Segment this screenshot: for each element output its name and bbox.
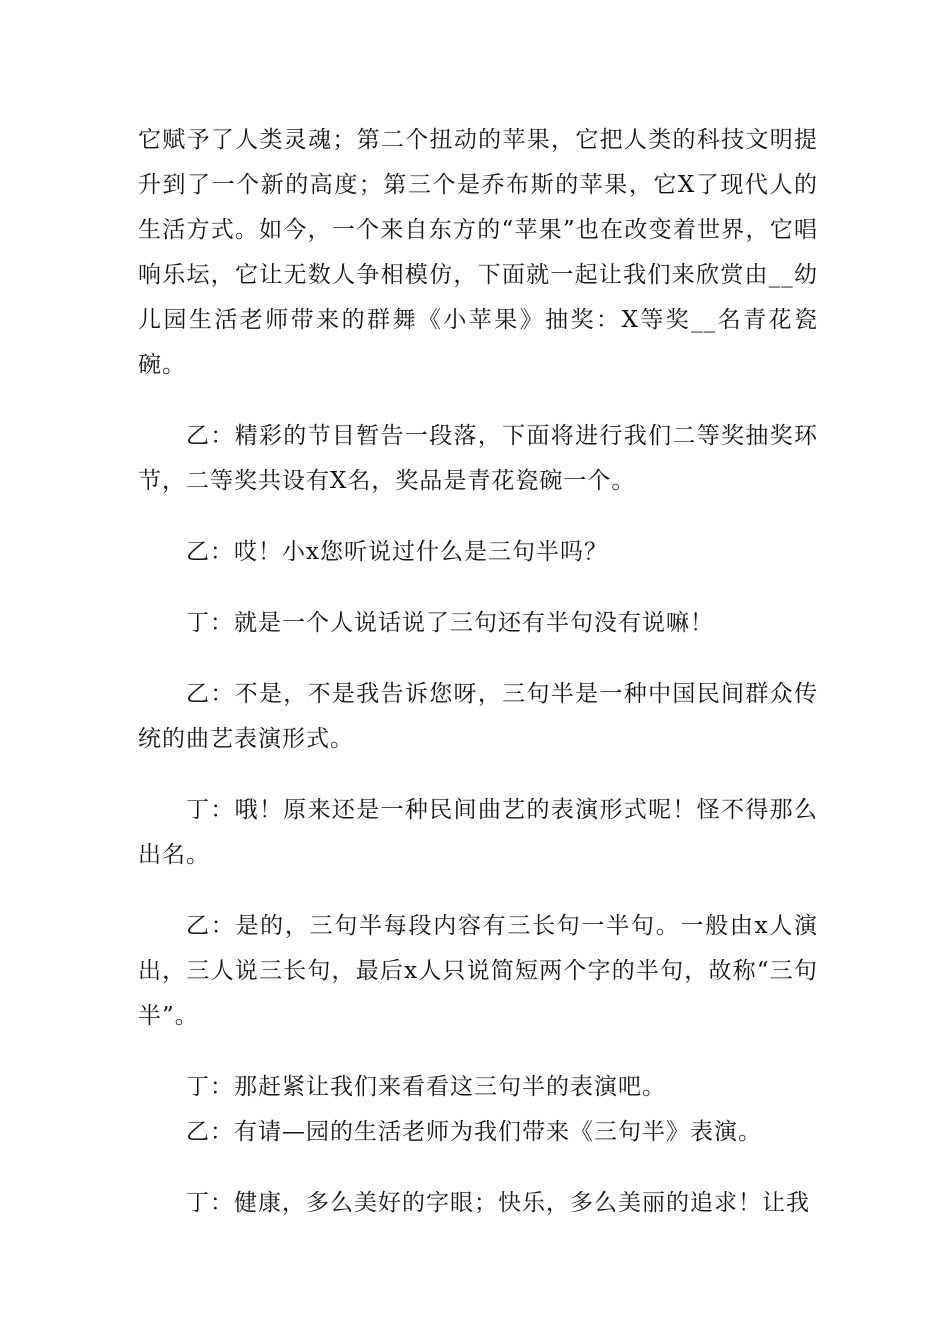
paragraph-yi-explain-2: 乙：是的，三句半每段内容有三长句一半句。一般由x人演出，三人说三长句，最后x人只说简短两个字的半句，故称“三句半”。: [138, 913, 818, 1029]
document-body: [138, 118, 818, 1226]
paragraph-sanjuban-question: 乙：哎！小x您听说过什么是三句半吗？: [186, 539, 608, 565]
paragraph-ding-reply-1: 丁：就是一个人说话说了三句还有半句没有说嘛！: [186, 610, 714, 636]
paragraph-ding-reply-2: 丁：哦！原来还是一种民间曲艺的表演形式呢！怪不得那么出名。: [138, 797, 818, 868]
paragraph-yi-explain-1: 乙：不是，不是我告诉您呀，三句半是一种中国民间群众传统的曲艺表演形式。: [138, 681, 818, 752]
paragraph-ding-reply-3: 丁：那赶紧让我们来看看这三句半的表演吧。: [186, 1074, 666, 1100]
paragraph-yi-invite: 乙：有请—园的生活老师为我们带来《三句半》表演。: [186, 1119, 762, 1145]
paragraph-ding-health: 丁：健康，多么美好的字眼；快乐，多么美丽的追求！让我: [186, 1190, 810, 1216]
paragraph-apple-intro: 它赋予了人类灵魂；第二个扭动的苹果，它把人类的科技文明提升到了一个新的高度；第三个是乔布斯的苹果，它X了现代人的生活方式。如今，一个来自东方的“苹果”也在改变着世界，它唱响乐坛，它让无数人争相模仿，下面就一起让我们来欣赏由__幼儿园生活老师带来的群舞《小苹果》抽奖：X等奖__名青花瓷碗。: [138, 127, 818, 378]
paragraph-second-prize: 乙：精彩的节目暂告一段落，下面将进行我们二等奖抽奖环节，二等奖共设有X名，奖品是青花瓷碗一个。: [138, 423, 818, 494]
